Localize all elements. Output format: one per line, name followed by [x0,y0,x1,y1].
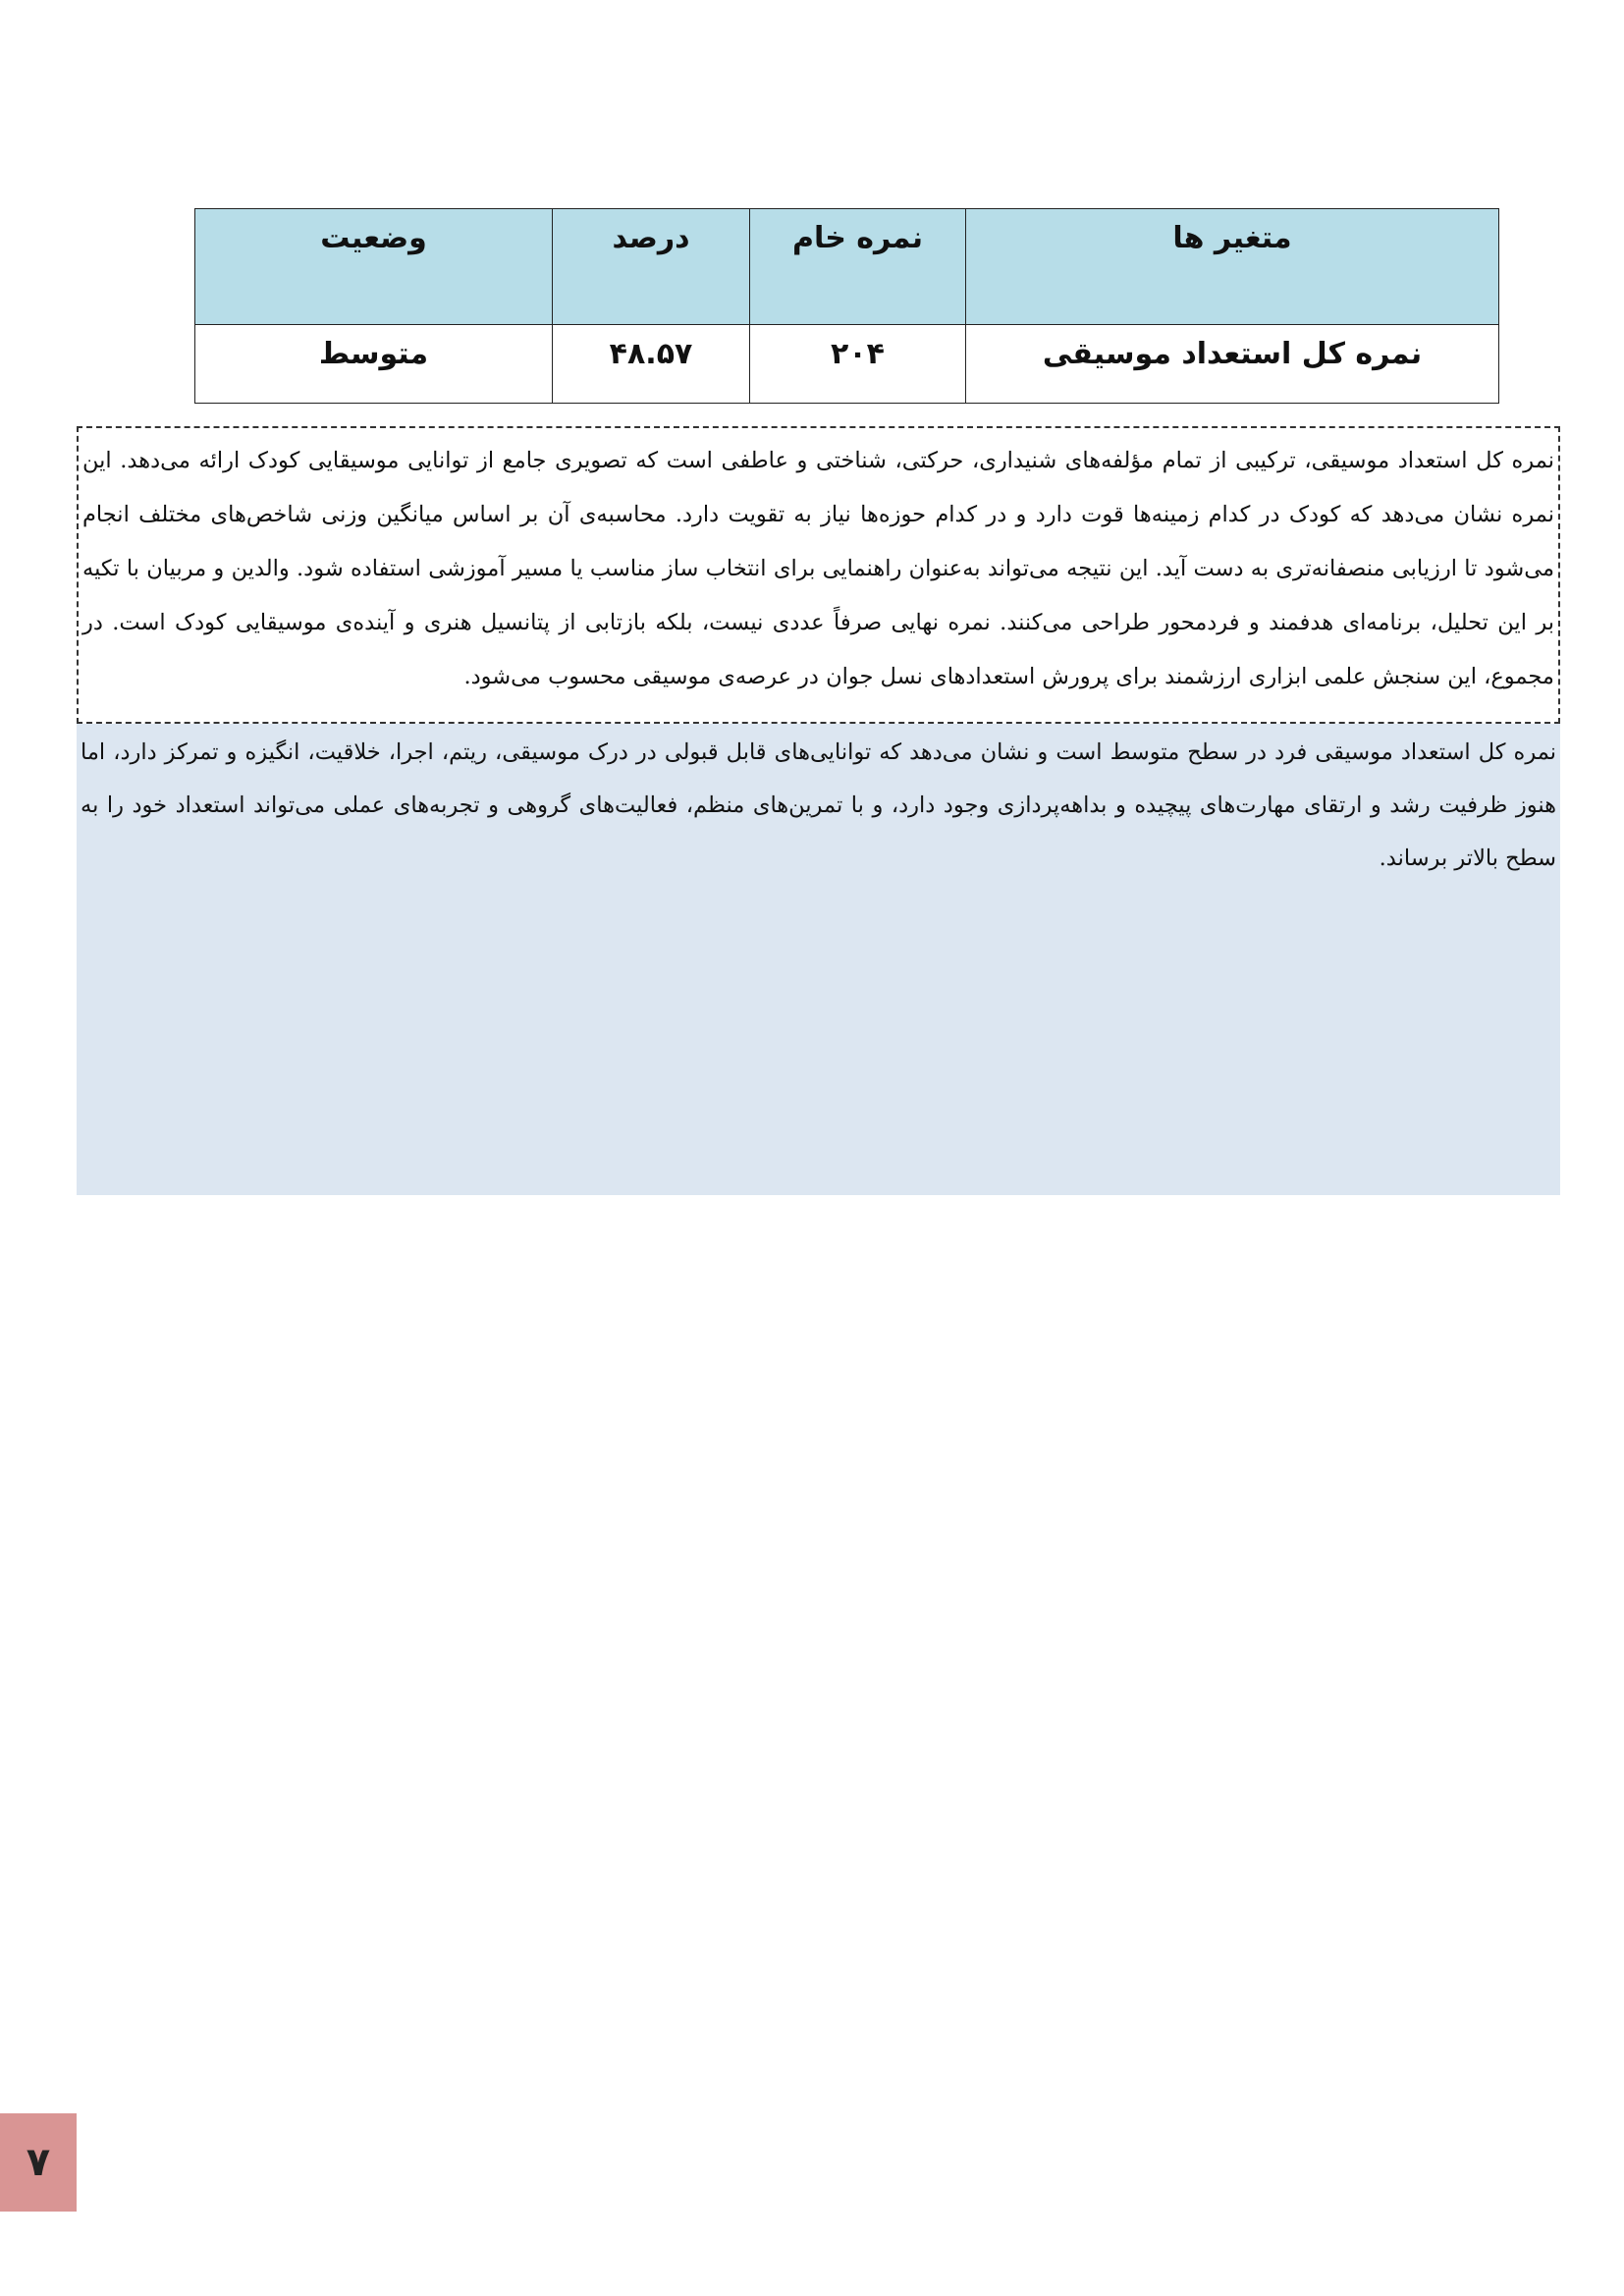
description-box [77,426,1560,724]
table-header-row [195,209,1499,325]
page-number: ۷ [0,2113,77,2212]
description-text: نمره کل استعداد موسیقی، ترکیبی از تمام مؤلفه‌های شنیداری، حرکتی، شناختی و عاطفی است که تصویری جامع از توانایی موسیقایی کودک ارائه می‌دهد. این نمره نشان می‌دهد که کودک در کدام زمینه‌ها قوت دارد و در کدام حوزه‌ها نیاز به تقویت دارد. محاسبه‌ی آن بر اساس میانگین وزنی شاخص‌های مختلف انجام می‌شود تا ارزیابی منصفانه‌تری به دست آید. این نتیجه می‌تواند به‌عنوان راهنمایی برای انتخاب ساز مناسب یا مسیر آموزشی استفاده شود. والدین و مربیان با تکیه بر این تحلیل، برنامه‌ای هدفمند و فردمحور طراحی می‌کنند. نمره نهایی صرفاً عددی نیست، بلکه بازتابی از پتانسیل هنری و آینده‌ی موسیقایی کودک است. در مجموع، این سنجش علمی ابزاری ارزشمند برای پرورش استعدادهای نسل جوان در عرصه‌ی موسیقی محسوب می‌شود. [82,448,1554,689]
cell-variable: نمره کل استعداد موسیقی [966,325,1499,404]
header-variable: متغیر ها [966,209,1499,325]
cell-status: متوسط [195,325,553,404]
table-row [195,325,1499,404]
interpretation-box [77,724,1560,1195]
header-percent: درصد [553,209,750,325]
cell-raw-score: ۲۰۴ [750,325,966,404]
interpretation-text: نمره کل استعداد موسیقی فرد در سطح متوسط است و نشان می‌دهد که توانایی‌های قابل قبولی در درک موسیقی، ریتم، اجرا، خلاقیت، انگیزه و تمرکز دارد، اما هنوز ظرفیت رشد و ارتقای مهارت‌های پیچیده و بداهه‌پردازی وجود دارد، و با تمرین‌های منظم، فعالیت‌های گروهی و تجربه‌های عملی می‌تواند استعداد خود را به سطح بالاتر برساند. [81,739,1556,871]
header-raw-score: نمره خام [750,209,966,325]
header-status: وضعیت [195,209,553,325]
results-table [194,208,1499,404]
cell-percent: ۴۸.۵۷ [553,325,750,404]
